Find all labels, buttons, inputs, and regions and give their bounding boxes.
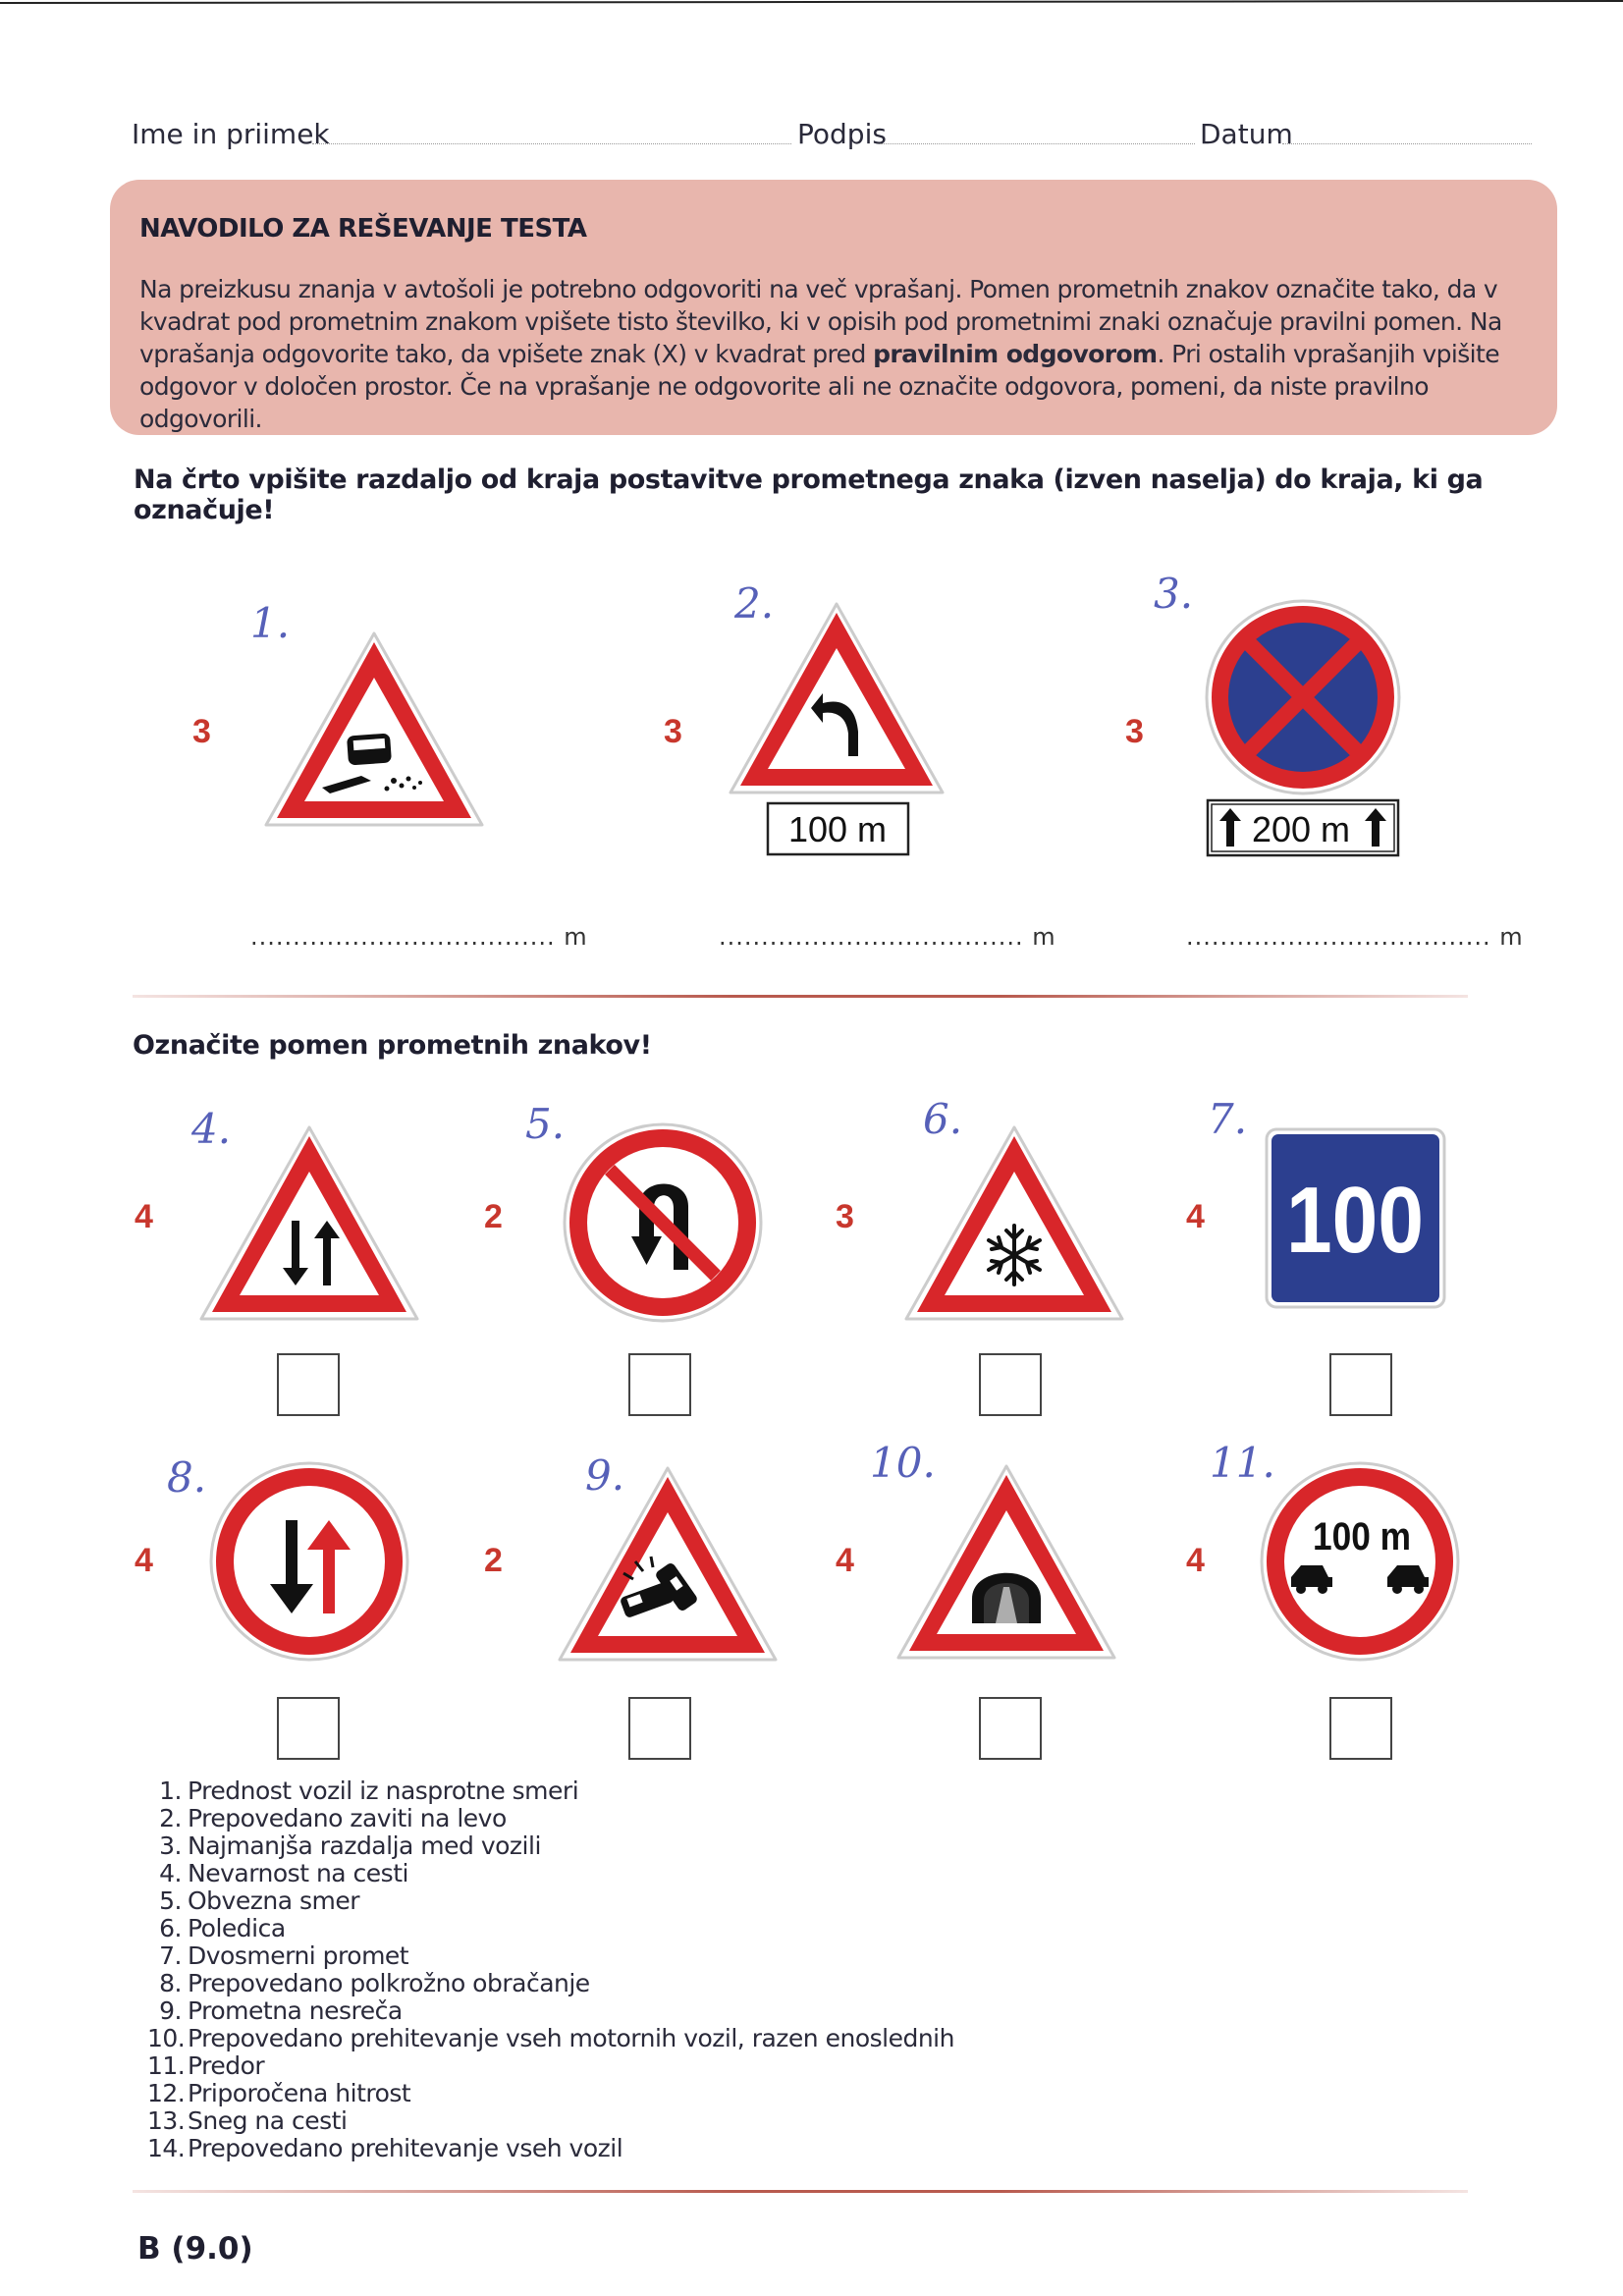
tunnel-warning-sign <box>893 1461 1119 1663</box>
legend-number: 10. <box>147 2024 186 2052</box>
points-value: 3 <box>664 713 682 750</box>
answer-dots: .................................... <box>719 923 1024 951</box>
points-value: 3 <box>192 713 211 750</box>
legend-number: 3. <box>159 1831 182 1860</box>
legend-item <box>147 1777 954 1805</box>
legend-number: 5. <box>159 1886 182 1915</box>
unit-label: m <box>1032 923 1056 951</box>
legend-number: 1. <box>159 1777 182 1805</box>
tunnel-icon <box>972 1573 1041 1623</box>
legend-number: 8. <box>159 1969 182 1997</box>
handwritten-number: 10. <box>870 1439 936 1487</box>
date-label: Datum <box>1200 118 1293 150</box>
legend-item <box>147 1832 954 1860</box>
points-value: 4 <box>135 1542 153 1579</box>
instructions-text-part: Na preizkusu znanja v avtošoli je potrebno odgovoriti na več vprašanj. Pomen prometnih znakov označite tako, da v kvadrat pod prometnim znakom vpišete tisto številko, ki v opisih pod prometnimi znaki označuje pravilni pomen. Na vprašanja odgovorite tako, da vpišete znak (X) v kvadrat pred <box>139 275 1502 368</box>
legend-item <box>147 1805 954 1832</box>
top-border-line <box>0 0 1623 6</box>
two-way-traffic-warning-sign <box>196 1122 422 1324</box>
slippery-edge-warning-sign <box>261 629 487 830</box>
legend-text: Prednost vozil iz nasprotne smeri <box>188 1777 579 1805</box>
distance-answer-line[interactable] <box>1186 923 1524 951</box>
handwritten-number: 6. <box>923 1095 963 1143</box>
legend-number: 6. <box>159 1914 182 1942</box>
distance-answer-line[interactable] <box>250 923 588 951</box>
curve-right-warning-sign <box>727 599 947 859</box>
answer-box[interactable] <box>979 1353 1042 1416</box>
points-value: 2 <box>484 1542 503 1579</box>
recommended-speed-sign <box>1265 1127 1446 1309</box>
unit-label: m <box>564 923 588 951</box>
legend-item <box>147 2135 954 2162</box>
instructions-text <box>139 273 1539 435</box>
legend-item <box>147 2025 954 2052</box>
legend-item <box>147 2052 954 2080</box>
legend-text: Dvosmerni promet <box>188 1941 409 1970</box>
legend-item <box>147 1887 954 1915</box>
legend-text: Obvezna smer <box>188 1886 359 1915</box>
instructions-title: NAVODILO ZA REŠEVANJE TESTA <box>139 214 587 244</box>
legend-item <box>147 1997 954 2025</box>
legend-number: 13. <box>147 2106 186 2135</box>
date-field[interactable] <box>1282 143 1532 144</box>
points-value: 4 <box>836 1542 854 1579</box>
minimum-distance-sign <box>1260 1461 1461 1663</box>
legend-item <box>147 2107 954 2135</box>
answer-box[interactable] <box>277 1353 340 1416</box>
legend-text: Prepovedano polkrožno obračanje <box>188 1969 590 1997</box>
signature-field[interactable] <box>881 143 1195 144</box>
handwritten-number: 4. <box>191 1105 232 1153</box>
distance-value-text: 100 m <box>1313 1515 1411 1558</box>
instructions-bold-text: pravilnim odgovorom <box>873 340 1158 368</box>
legend-text: Nevarnost na cesti <box>188 1859 408 1887</box>
handwritten-number: 11. <box>1210 1439 1275 1487</box>
legend-text: Prepovedano zaviti na levo <box>188 1804 507 1832</box>
section-divider <box>133 995 1468 998</box>
meaning-legend-list <box>147 1777 954 2162</box>
handwritten-number: 1. <box>250 599 291 647</box>
handwritten-number: 3. <box>1154 570 1194 618</box>
legend-number: 7. <box>159 1941 182 1970</box>
legend-number: 14. <box>147 2134 186 2162</box>
legend-number: 9. <box>159 1996 182 2025</box>
answer-box[interactable] <box>1329 1353 1392 1416</box>
points-value: 2 <box>484 1198 503 1235</box>
handwritten-number: 7. <box>1208 1095 1248 1143</box>
answer-dots: .................................... <box>250 923 556 951</box>
handwritten-number: 9. <box>585 1451 625 1500</box>
handwritten-number: 5. <box>525 1100 566 1148</box>
accident-warning-sign <box>555 1463 781 1665</box>
signature-label: Podpis <box>797 118 887 150</box>
answer-dots: .................................... <box>1186 923 1491 951</box>
points-value: 3 <box>1125 713 1144 750</box>
legend-text: Prometna nesreča <box>188 1996 403 2025</box>
legend-text: Prepovedano prehitevanje vseh vozil <box>188 2134 623 2162</box>
points-value: 4 <box>135 1198 153 1235</box>
legend-text: Predor <box>188 2051 265 2080</box>
answer-box[interactable] <box>1329 1697 1392 1760</box>
legend-item <box>147 1942 954 1970</box>
legend-number: 12. <box>147 2079 186 2107</box>
legend-item <box>147 1860 954 1887</box>
priority-to-oncoming-sign <box>209 1461 410 1663</box>
handwritten-number: 2. <box>734 579 775 628</box>
no-u-turn-sign <box>563 1122 764 1324</box>
snow-warning-sign <box>901 1122 1127 1324</box>
legend-number: 11. <box>147 2051 186 2080</box>
test-code: B (9.0) <box>137 2231 253 2267</box>
answer-box[interactable] <box>628 1353 691 1416</box>
answer-box[interactable] <box>277 1697 340 1760</box>
distance-plate-text: 100 m <box>787 809 888 849</box>
legend-item <box>147 2080 954 2107</box>
legend-number: 4. <box>159 1859 182 1887</box>
answer-box[interactable] <box>628 1697 691 1760</box>
speed-value-text: 100 <box>1286 1168 1424 1273</box>
points-value: 3 <box>836 1198 854 1235</box>
legend-item <box>147 1970 954 1997</box>
legend-text: Najmanjša razdalja med vozili <box>188 1831 541 1860</box>
legend-text: Poledica <box>188 1914 286 1942</box>
name-label: Ime in priimek <box>132 118 330 150</box>
instructions-text-part: . Pri ostalih vprašanjih vpišite odgovor v določen prostor. Če na vprašanje ne odgovorite ali ne označite odgovora, pomeni, da niste pravilno odgovorili. <box>139 340 1500 433</box>
legend-item <box>147 1915 954 1942</box>
section1-title: Na črto vpišite razdaljo od kraja postavitve prometnega znaka (izven naselja) do kraja, ki ga označuje! <box>134 465 1484 525</box>
section-divider <box>133 2190 1468 2193</box>
legend-text: Sneg na cesti <box>188 2106 348 2135</box>
section2-title: Označite pomen prometnih znakov! <box>133 1030 652 1061</box>
name-field[interactable] <box>312 143 791 144</box>
legend-number: 2. <box>159 1804 182 1832</box>
no-stopping-sign <box>1200 599 1406 864</box>
answer-box[interactable] <box>979 1697 1042 1760</box>
points-value: 4 <box>1186 1198 1205 1235</box>
points-value: 4 <box>1186 1542 1205 1579</box>
legend-text: Prepovedano prehitevanje vseh motornih vozil, razen enoslednih <box>188 2024 954 2052</box>
handwritten-number: 8. <box>167 1453 207 1502</box>
distance-plate-text: 200 m <box>1251 809 1351 849</box>
distance-answer-line[interactable] <box>719 923 1056 951</box>
unit-label: m <box>1499 923 1524 951</box>
legend-text: Priporočena hitrost <box>188 2079 411 2107</box>
